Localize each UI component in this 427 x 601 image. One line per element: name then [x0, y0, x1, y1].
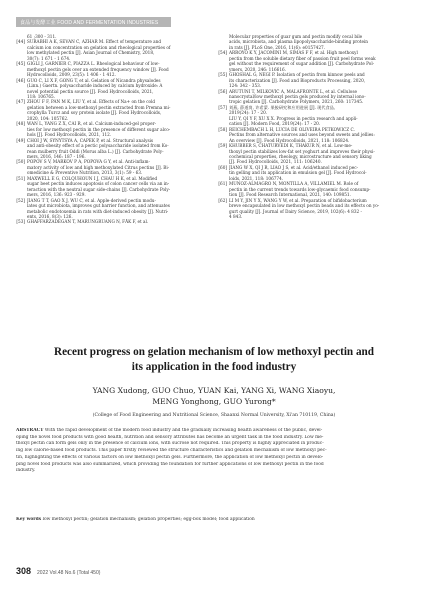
- reference-text: novel potential pectin source [J]. Food Hydrocolloids, 2021,: [27, 88, 154, 94]
- authors-line: YANG Xudong, GUO Chuo, YUAN Kai, YANG Xi, WANG Xiaoyu,: [92, 386, 336, 395]
- reference-text: Molecular properties of guar gum and pectin modify cecal bile: [229, 34, 363, 39]
- reference-text: 2019(24): 17 - 20.: [229, 110, 268, 116]
- reference-number: [44]: [16, 39, 25, 45]
- reference-number: [56]: [218, 88, 227, 94]
- reference-number: [54]: [218, 50, 227, 56]
- reference-text: ARROYO K Y, JACOMINI M, SIMAS F F, et al. High methoxyl: [229, 50, 358, 56]
- reference-text: sugar beet pectin induces apoptosis of colon cancer cells via an in-: [27, 181, 170, 187]
- reference-text: loids, 2021, 118: 106774.: [229, 175, 284, 181]
- abstract-text: ping novel food products was also summarized, which providing the foundation for further applications of low methoxyl pectin in the food: [16, 461, 324, 467]
- reference-number: [57]: [218, 104, 227, 110]
- reference-text: its characterization [J]. Food and Bioproducts Processing, 2020,: [229, 77, 366, 83]
- reference-number: [60]: [218, 164, 227, 170]
- reference-number: [55]: [218, 72, 227, 78]
- reference-text: GIGLI J, GARNIER C, PIAZZA L. Rheological behaviour of low-: [27, 61, 160, 67]
- reference-text: gelation between a low-methoxyl pectin extracted from Premna mi-: [27, 104, 171, 110]
- reference-text: ents, 2016, 8(3): 126.: [27, 213, 73, 219]
- reference-text: gel without the requirement of sugar addition [J]. Carbohydrate Pol-: [229, 61, 375, 67]
- reference-number: [49]: [16, 137, 25, 143]
- reference-text: nanocrystal/low methoxyl pectin gels produced by internal iono-: [229, 93, 366, 99]
- reference-text: in rats [J]. PLoS One, 2016, 11(6): e0157427.: [229, 44, 326, 50]
- volume-info: 2022 Vol.48 No.6 (Total 450): [37, 570, 101, 576]
- reference-text: LIU Y, QI Y F, XU X X. Progress in pectin research and appli-: [229, 115, 358, 121]
- reference-text: 2020, 104: 105762.: [27, 115, 69, 121]
- reference-number: [50]: [16, 159, 25, 165]
- reference-text: thoxyl pectin stabilizes low-fat set yoghurt and improves their physi-: [229, 148, 375, 154]
- abstract-line: [16, 441, 413, 448]
- reference-text: matory activity of low and high methoxylated Citrus pectins [J]. Bi-: [27, 164, 170, 170]
- reference-text: metabolic endotoxemia in rats with diet-induced obesity [J]. Nutri-: [27, 208, 169, 214]
- reference-text: GHOSHAL G, NEGI P. Isolation of pectin from kinnow peels and: [229, 72, 365, 78]
- reference-text: POPOV S V, MARKOV P A, POPOVA G Y, et al. Anti-inflam-: [27, 159, 150, 165]
- authors-line: MENG Yonghong, GUO Yurong*: [152, 397, 276, 406]
- reference-text: JIANG T T, GAO X J, WU C, et al. Apple-derived pectin modu-: [27, 197, 156, 203]
- page-footer: [16, 566, 100, 576]
- reference-number: [53]: [16, 219, 25, 225]
- journal-name: 食品与发酵工业 FOOD AND FERMENTATION INDUSTRIES: [20, 19, 159, 26]
- reference-text: crophylla Turcz and soy protein isolate [J]. Food Hydrocolloids,: [27, 110, 162, 116]
- reference-number: [48]: [16, 121, 25, 127]
- abstract-line: [16, 455, 413, 462]
- reference-text: CHOI J W, SYNYTSYA A, CAPEK P, et al. Structural analysis: [27, 137, 154, 143]
- keywords: [16, 517, 413, 522]
- reference-text: teraction with the neutral sugar side-chains [J]. Carbohydrate Poly-: [27, 186, 171, 192]
- reference-text: ARUTUNI T, MILKOVIĆ A, MALAFRONTE L, et al. Cellulose: [229, 88, 357, 94]
- reference-text: ties for low methoxyl pectin in the presence of different sugar alco-: [27, 126, 171, 132]
- reference-text: 124: 342 - 353.: [229, 83, 262, 89]
- reference-number: [59]: [218, 143, 227, 149]
- reference-text: mers, 2016, 146: 187 - 196.: [27, 153, 86, 159]
- reference-text: mers, 2016, 136: 923 - 929.: [27, 192, 86, 198]
- reference-text: ymers, 2020, 246: 116616.: [229, 66, 286, 72]
- reference-line: [16, 219, 209, 224]
- references-right-column: [218, 34, 413, 219]
- title-line: its application in the food industry: [131, 361, 297, 373]
- article-title: [18, 345, 410, 375]
- reference-text: MAXWELL E G, COLQUHOUN I J, CHAU H K, et al. Modified: [27, 175, 158, 181]
- reference-text: calcium ion concentration on gelation and rheological properties of: [27, 44, 171, 50]
- reference-text: MUÑOZ-ALMAGRO N, MONTILLA A, VILLAMIEL M. Role of: [229, 181, 359, 187]
- reference-text: gurt quality [J]. Journal of Dairy Science, 2019, 102(6): 4 832 -: [229, 208, 362, 214]
- reference-text: cation [J]. Modern Food, 2019(24): 17 - 20.: [229, 121, 321, 127]
- reference-text: (Linn.) Gaertn. polysaccharide induced by calcium hydroxide: A: [27, 83, 163, 89]
- reference-text: tion [J]. Food Research International, 2021, 140: 109851.: [229, 192, 351, 198]
- reference-text: Pectins from alternative sources and uses beyond sweets and jellies:: [229, 132, 375, 138]
- reference-text: 61 ;300 - 311.: [27, 34, 57, 39]
- reference-number: [51]: [16, 175, 25, 181]
- references-left-column: [16, 34, 209, 225]
- abstract-text: industry.: [16, 468, 36, 474]
- reference-number: [45]: [16, 61, 25, 67]
- reference-text: SURABHI A K, SEVAN C, AZHAR M. Effect of temperature and: [27, 39, 162, 45]
- reference-text: JIANG W X, QI J R, LIAO J S, et al. Acid/ethanol induced pec-: [229, 164, 359, 170]
- reference-line: [218, 214, 413, 219]
- reference-text: tin gelling and its application in emulsion gel [J]. Food Hydrocol-: [229, 170, 367, 176]
- reference-number: [62]: [218, 197, 227, 203]
- affiliation: (College of Food Engineering and Nutritional Science, Shaanxi Normal University, Xi'an 710119, China): [92, 413, 336, 418]
- reference-text: GHAFFARZADEGAN T, MARUNGRUANG N, FÅK F, et al.: [27, 219, 149, 225]
- reference-text: pectin from the soluble dietary fiber of passion fruit peel forms weak: [229, 55, 376, 61]
- authors: [18, 385, 410, 407]
- reference-text: Hydrocolloids, 2009, 23(5): 1 406 - 1 412.: [27, 72, 116, 78]
- reference-text: KHUBBER S, CHATURVEDI K, THAKUR N, et al. Low-me-: [229, 143, 353, 149]
- reference-text: omedicine & Preventive Nutrition, 2013, 3(1): 59 - 63.: [27, 170, 143, 176]
- abstract-text: thoxyl pectin can form gels only in the presence of calcium ions, with sucrose not required. This property is highly appreciated in produc-: [16, 441, 324, 447]
- reference-text: 4 843.: [229, 213, 243, 219]
- abstract-text: With the rapid development of the modern food industry and the gradually increasing health awareness of the public, devel-: [44, 428, 323, 433]
- abstract-line: [16, 468, 413, 475]
- abstract: [16, 428, 413, 475]
- reference-text: GUO C, LI X F, GONG T, et al. Gelation of Nicandra physalodes: [27, 77, 161, 83]
- abstract-line: [16, 428, 413, 435]
- reference-text: breve encapsulated in low methoxyl pectin beads and its effects on yo-: [229, 203, 380, 209]
- reference-text: tropic gelation [J]. Carbohydrate Polymers, 2021, 260: 117345.: [229, 99, 364, 105]
- reference-text: LI M Y, JIN Y X, WANG Y W, et al. Preparation of bifidobacterium: [229, 197, 367, 203]
- reference-text: WAN L, YANG Z X, CAI R, et al. Calcium-induced-gel proper-: [27, 121, 157, 127]
- reference-number: [58]: [218, 126, 227, 132]
- reference-number: [47]: [16, 99, 25, 105]
- abstract-label: ABSTRACT: [16, 428, 44, 433]
- reference-text: hols [J]. Food Hydrocolloids, 2021, 112.: [27, 132, 112, 138]
- reference-text: low methylated pectin [J]. Asian Journal of Chemistry, 2018,: [27, 50, 155, 56]
- keywords-text: low methoxyl pectin; gelation mechanism; gelation properties; egg-box model; food application: [42, 517, 255, 522]
- reference-text: pectin in the current trends towards low-glycaemic food consump-: [229, 186, 371, 192]
- reference-text: REICHEMBACH L H, LUCIA DE OLIVEIRA PETKOWICZ C.: [229, 126, 355, 132]
- reference-text: 118: 106765.: [27, 93, 56, 99]
- keywords-label: Key words: [16, 517, 42, 522]
- reference-text: and anti-obesity effect of a pectic polysaccharide isolated from Ko-: [27, 143, 169, 149]
- reference-text: cochemical properties, rheology, microstructure and sensory liking: [229, 153, 372, 159]
- reference-text: lates gut microbiota, improves gut barrier function, and attenuates: [27, 203, 170, 209]
- reference-text: 刘燕, 薛道岗, 许希蒙. 果胶研究和应用进展 [J]. 现代食品,: [229, 104, 336, 110]
- abstract-text: tin, highlighting the effects of various factors on low methoxyl pectin gels. Furthermore, the application of low methoxyl pectin in develo-: [16, 454, 324, 460]
- abstract-line: [16, 435, 413, 442]
- reference-text: methoxyl pectin gels over an extended frequency window [J]. Food: [27, 66, 169, 72]
- reference-text: acids, microbiota, and plasma lipopolysaccharide-binding protein: [229, 39, 368, 45]
- title-line: Recent progress on gelation mechanism of low methoxyl pectin and: [54, 346, 374, 358]
- abstract-line: [16, 462, 413, 469]
- journal-header: [16, 17, 171, 27]
- reference-number: [61]: [218, 181, 227, 187]
- abstract-text: ing low calorie-based food products. This paper firstly reviewed the structure characteristics and gelation mechanism of low methoxyl pec-: [16, 448, 327, 454]
- reference-number: [46]: [16, 77, 25, 83]
- reference-text: ZHOU F F, PAN M K, LIU Y, et al. Effects of Na+ on the cold: [27, 99, 156, 105]
- reference-text: [J]. Food Hydrocolloids, 2021, 111: 106240.: [229, 159, 322, 165]
- reference-text: 30(7): 1 671 - 1 674.: [27, 55, 71, 61]
- page-number: 308: [16, 566, 32, 576]
- reference-text: An overview [J]. Food Hydrocolloids, 2021, 118: 106824.: [229, 137, 350, 143]
- abstract-line: [16, 448, 413, 455]
- reference-text: rean mulberry fruit Oddi (Morus alba L.) [J]. Carbohydrate Poly-: [27, 148, 164, 154]
- abstract-text: oping the novel food products with good health, nutrition and sensory attributes has become an urgent task in the food industry. Low me-: [16, 434, 324, 440]
- reference-number: [52]: [16, 197, 25, 203]
